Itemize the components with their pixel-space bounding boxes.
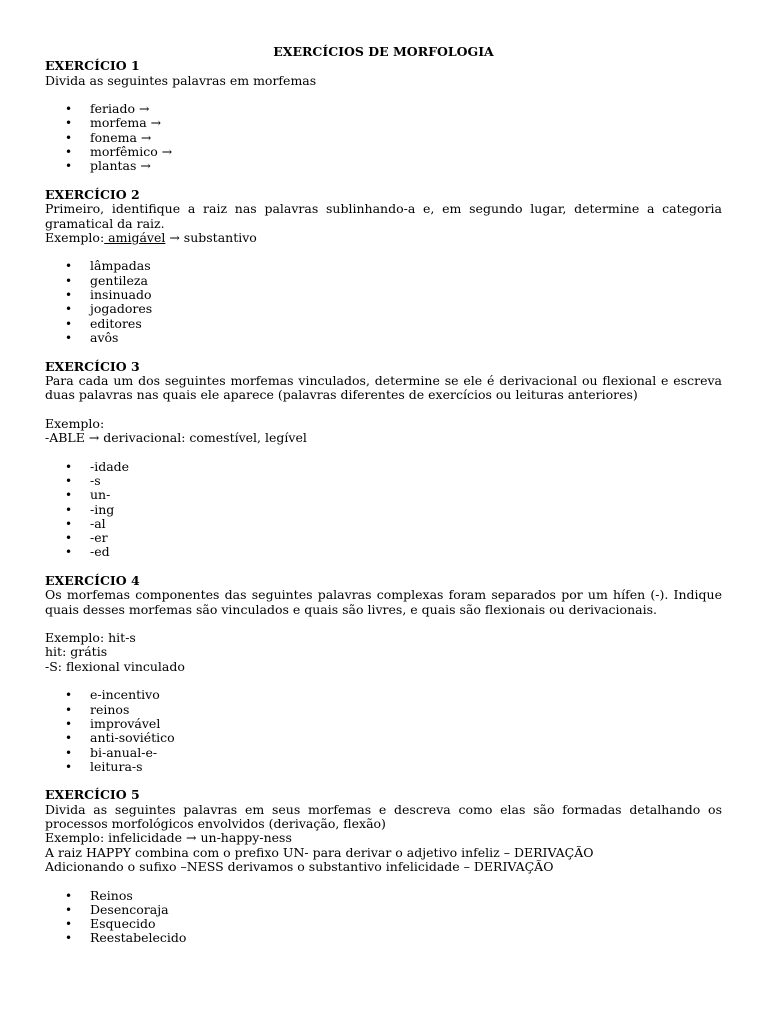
exercise-4-instruction: Os morfemas componentes das seguintes palavras complexas foram separados por um hífen (-). Indique quais desses morfemas são vinculados e quais são livres, e quais são flexionais ou derivacionais. (45, 587, 722, 617)
exercise-5-example-line: Exemplo: infelicidade → un-happy-ness (45, 830, 292, 846)
exercise-1-heading: EXERCÍCIO 1 (45, 58, 140, 74)
list-item: • lâmpadas (65, 258, 151, 274)
bullet-icon: • (65, 745, 73, 760)
bullet-icon: • (65, 731, 73, 746)
exercise-4-example-line: hit: grátis (45, 644, 108, 660)
bullet-icon: • (65, 516, 73, 531)
bullet-icon: • (65, 545, 73, 560)
bullet-icon: • (65, 759, 73, 774)
list-item: • un- (65, 487, 111, 503)
exercise-1-instruction: Divida as seguintes palavras em morfemas (45, 72, 317, 88)
bullet-icon: • (65, 688, 73, 703)
page-title: EXERCÍCIOS DE MORFOLOGIA (273, 44, 494, 59)
list-item: • editores (65, 315, 142, 331)
exercise-5-heading: EXERCÍCIO 5 (45, 787, 140, 803)
bullet-icon: • (65, 917, 73, 932)
exercise-5-example-line: Adicionando o sufixo –NESS derivamos o substantivo infelicidade – DERIVAÇÃO (45, 858, 554, 874)
bullet-icon: • (65, 473, 73, 488)
bullet-icon: • (65, 316, 73, 331)
list-item: • -er (65, 530, 108, 546)
exercise-3-heading: EXERCÍCIO 3 (45, 358, 140, 374)
list-item: • morfêmico → (65, 144, 173, 160)
list-item: • Reinos (65, 887, 133, 903)
bullet-icon: • (65, 259, 73, 274)
exercise-3-example-label: Exemplo: (45, 415, 105, 431)
exercise-2-list (45, 259, 722, 345)
exercise-1 (45, 59, 722, 173)
list-item: • insinuado (65, 287, 152, 303)
list-item: • fonema → (65, 129, 152, 145)
list-item: • -al (65, 515, 106, 531)
exercise-1-list (45, 102, 722, 173)
bullet-icon: • (65, 302, 73, 317)
list-item: • e-incentivo (65, 687, 160, 703)
exercise-4-example-line: Exemplo: hit-s (45, 630, 136, 646)
bullet-icon: • (65, 159, 73, 174)
bullet-icon: • (65, 288, 73, 303)
exercise-3-example-line: -ABLE → derivacional: comestível, legível (45, 430, 307, 446)
exercise-3-instruction: Para cada um dos seguintes morfemas vinculados, determine se ele é derivacional ou flexional e escreva duas palavras nas quais ele aparece (palavras diferentes de exercícios ou leituras anteriores) (45, 372, 722, 403)
bullet-icon: • (65, 888, 73, 903)
bullet-icon: • (65, 102, 73, 117)
exercise-4-list (45, 688, 722, 774)
list-item: • -idade (65, 458, 130, 474)
list-item: • anti-soviético (65, 730, 175, 746)
bullet-icon: • (65, 502, 73, 517)
exercise-2-heading: EXERCÍCIO 2 (45, 186, 140, 202)
bullet-icon: • (65, 330, 73, 345)
list-item: • -s (65, 472, 101, 488)
list-item: • improvável (65, 715, 161, 731)
list-item: • -ing (65, 501, 115, 517)
list-item: • -ed (65, 544, 110, 560)
bullet-icon: • (65, 702, 73, 717)
bullet-icon: • (65, 902, 73, 917)
list-item: • morfema → (65, 115, 162, 131)
bullet-icon: • (65, 130, 73, 145)
exercise-4 (45, 574, 722, 774)
list-item: • gentileza (65, 272, 148, 288)
bullet-icon: • (65, 459, 73, 474)
exercise-2-example: Exemplo: amigável → substantivo (45, 229, 257, 245)
list-item: • avôs (65, 329, 119, 345)
list-item: • leitura-s (65, 758, 143, 774)
bullet-icon: • (65, 931, 73, 946)
exercise-5-list (45, 889, 722, 946)
exercise-4-example-line: -S: flexional vinculado (45, 658, 185, 674)
list-item: • Esquecido (65, 916, 156, 932)
exercise-5 (45, 788, 722, 945)
exercise-4-heading: EXERCÍCIO 4 (45, 572, 140, 588)
bullet-icon: • (65, 116, 73, 131)
exercise-3 (45, 360, 722, 560)
exercise-5-example-line: A raiz HAPPY combina com o prefixo UN- para derivar o adjetivo infeliz – DERIVAÇÃO (45, 844, 594, 860)
list-item: • jogadores (65, 301, 153, 317)
exercise-3-list (45, 460, 722, 560)
list-item: • Desencoraja (65, 901, 169, 917)
bullet-icon: • (65, 716, 73, 731)
list-item: • feriado → (65, 101, 150, 117)
exercise-2 (45, 188, 722, 345)
list-item: • bi-anual-e- (65, 744, 158, 760)
bullet-icon: • (65, 145, 73, 160)
bullet-icon: • (65, 488, 73, 503)
list-item: • plantas → (65, 158, 151, 174)
list-item: • Reestabelecido (65, 930, 187, 946)
bullet-icon: • (65, 531, 73, 546)
underlined-root: amigável (104, 229, 166, 245)
list-item: • reinos (65, 701, 130, 717)
bullet-icon: • (65, 273, 73, 288)
exercise-5-instruction: Divida as seguintes palavras em seus morfemas e descreva como elas são formadas detalhando os processos morfológicos envolvidos (derivação, flexão) (45, 801, 722, 832)
exercise-2-instruction: Primeiro, identifique a raiz nas palavras sublinhando-a e, em segundo lugar, determine a categoria gramatical da raiz. (45, 201, 722, 231)
